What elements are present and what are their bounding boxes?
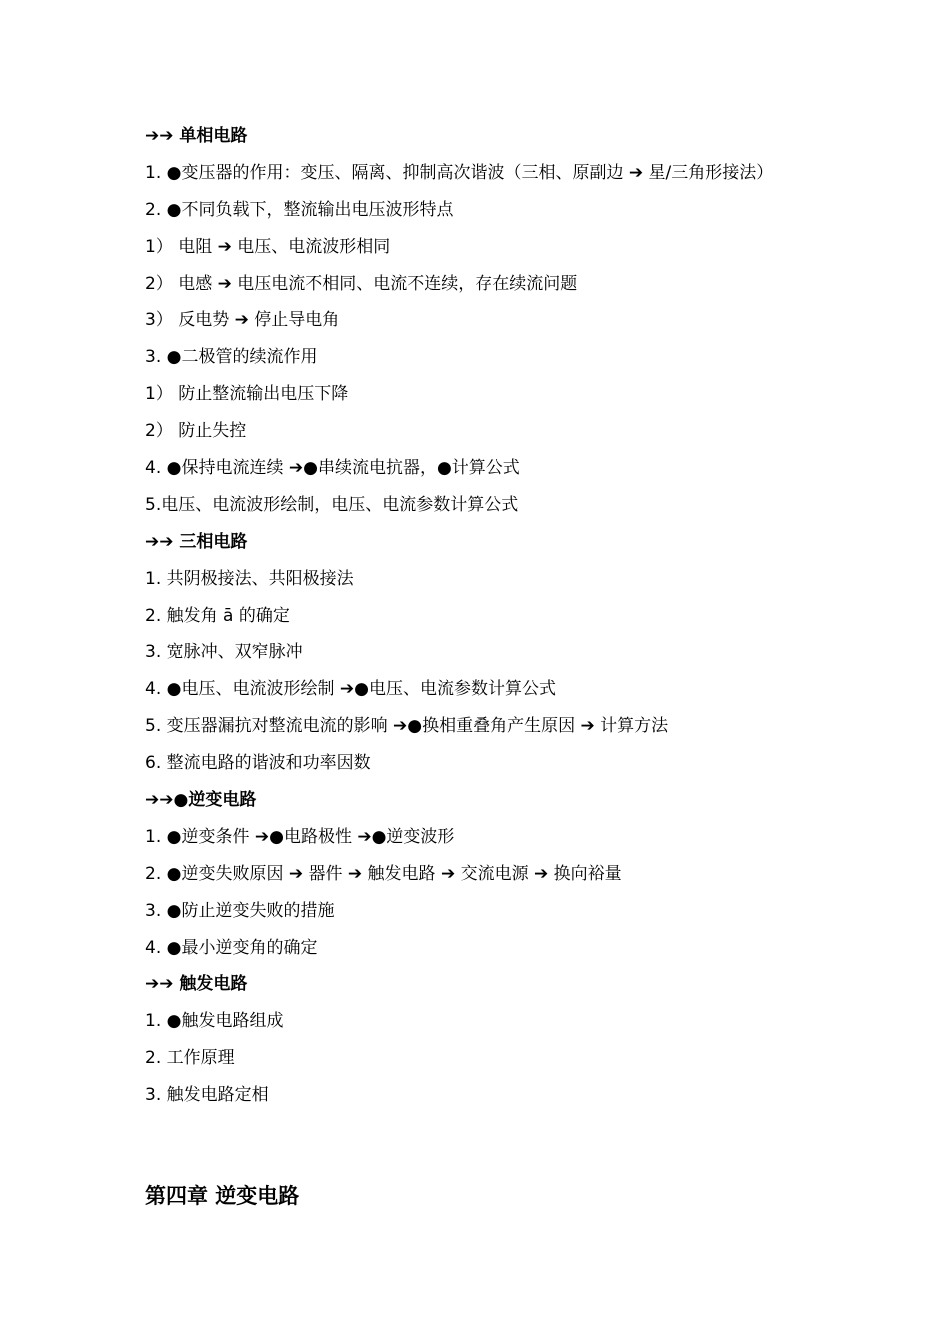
list-item: 1. 共阴极接法、共阳极接法 bbox=[145, 568, 354, 589]
list-item: 3. ●防止逆变失败的措施 bbox=[145, 900, 335, 921]
list-item: 1） 电阻 ➔ 电压、电流波形相同 bbox=[145, 236, 391, 257]
list-item: 2. 触发角 ā 的确定 bbox=[145, 605, 290, 626]
list-item: 4. ●电压、电流波形绘制 ➔●电压、电流参数计算公式 bbox=[145, 679, 556, 700]
section-heading: ➔➔ 三相电路 bbox=[145, 531, 248, 552]
list-item: 3） 反电势 ➔ 停止导电角 bbox=[145, 310, 340, 331]
list-item: 2. ●不同负载下，整流输出电压波形特点 bbox=[145, 199, 454, 220]
list-item: 3. ●二极管的续流作用 bbox=[145, 347, 318, 368]
list-item: 1. ●触发电路组成 bbox=[145, 1011, 284, 1032]
list-item: 1. ●逆变条件 ➔●电路极性 ➔●逆变波形 bbox=[145, 826, 455, 847]
section-heading: ➔➔ 触发电路 bbox=[145, 974, 248, 995]
list-item: 2） 防止失控 bbox=[145, 421, 247, 442]
list-item: 1. ●变压器的作用：变压、隔离、抑制高次谐波（三相、原副边 ➔ 星/三角形接法） bbox=[145, 162, 774, 183]
list-item: 2） 电感 ➔ 电压电流不相同、电流不连续，存在续流问题 bbox=[145, 273, 578, 294]
chapter-title: 第四章 逆变电路 bbox=[145, 1183, 300, 1208]
section-heading: ➔➔ 单相电路 bbox=[145, 126, 248, 146]
list-item: 4. ●保持电流连续 ➔●串续流电抗器，●计算公式 bbox=[145, 458, 520, 479]
list-item: 3. 触发电路定相 bbox=[145, 1085, 269, 1106]
list-item: 5.电压、电流波形绘制，电压、电流参数计算公式 bbox=[145, 494, 519, 515]
list-item: 3. 宽脉冲、双窄脉冲 bbox=[145, 642, 303, 663]
list-item: 5. 变压器漏抗对整流电流的影响 ➔●换相重叠角产生原因 ➔ 计算方法 bbox=[145, 716, 669, 737]
list-item: 1） 防止整流输出电压下降 bbox=[145, 384, 349, 405]
section-heading: ➔➔●逆变电路 bbox=[145, 790, 257, 811]
list-item: 2. 工作原理 bbox=[145, 1048, 235, 1069]
document-body bbox=[145, 118, 935, 1114]
list-item: 2. ●逆变失败原因 ➔ 器件 ➔ 触发电路 ➔ 交流电源 ➔ 换向裕量 bbox=[145, 863, 622, 884]
list-item: 4. ●最小逆变角的确定 bbox=[145, 937, 318, 958]
list-item: 6. 整流电路的谐波和功率因数 bbox=[145, 753, 371, 774]
